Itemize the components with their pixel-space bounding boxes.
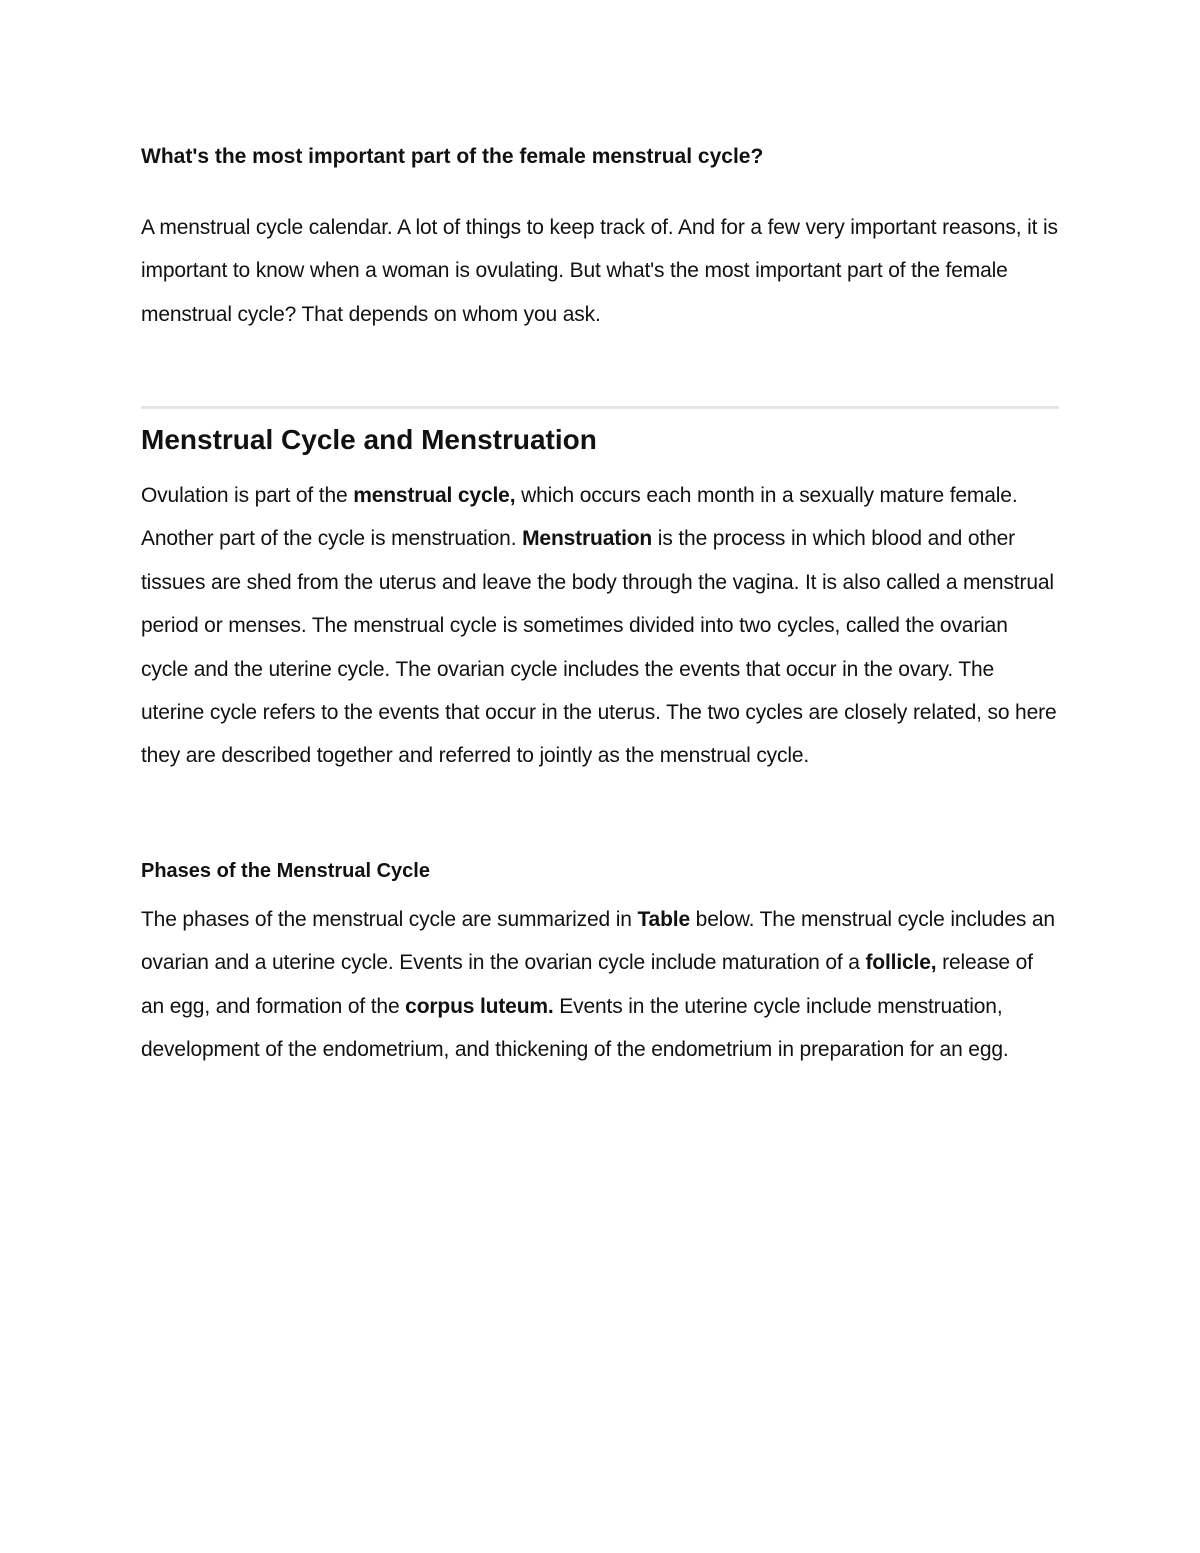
text-run: below. The menstrual cycle includes an ovarian and a uterine cycle. Events in the ovarian cycle include maturation of a (141, 908, 1055, 975)
text-run: Ovulation is part of the (141, 484, 354, 507)
document-page (141, 0, 1059, 1553)
intro-paragraph: A menstrual cycle calendar. A lot of things to keep track of. And for a few very important reasons, it is important to know when a woman is ovulating. But what's the most important part of the female menstrual cycle? That depends on whom you ask. (141, 216, 1058, 326)
bold-term-follicle: follicle, (865, 951, 937, 975)
question-heading: What's the most important part of the female menstrual cycle? (141, 145, 764, 168)
text-run: is the process in which blood and other tissues are shed from the uterus and leave the body through the vagina. It is also called a menstrual period or menses. The menstrual cycle is sometimes divided into two cycles, called the ovarian cycle and the uterine cycle. The ovarian cycle includes the events that occur in the ovary. The uterine cycle refers to the events that occur in the uterus. The two cycles are closely related, so here they are described together and referred to jointly as the menstrual cycle. (141, 527, 1057, 768)
text-run: release of an egg, and formation of the (141, 951, 1033, 1018)
phases-paragraph (141, 898, 1059, 1072)
menstrual-cycle-paragraph (141, 474, 1059, 778)
bold-term-corpus-luteum: corpus luteum. (405, 994, 554, 1018)
text-run: The phases of the menstrual cycle are summarized in (141, 908, 638, 931)
text-run: Events in the uterine cycle include menstruation, development of the endometrium, and thickening of the endometrium in preparation for an egg. (141, 994, 1009, 1062)
text-run: which occurs each month in a sexually mature female. Another part of the cycle is menstruation. (141, 484, 1018, 551)
bold-term-menstruation: Menstruation (522, 527, 653, 551)
bold-term-table: Table (637, 908, 690, 931)
bold-term-menstrual-cycle: menstrual cycle, (353, 484, 516, 507)
subsection-title: Phases of the Menstrual Cycle (141, 860, 430, 882)
section-title: Menstrual Cycle and Menstruation (141, 424, 597, 455)
section-divider (141, 406, 1059, 409)
